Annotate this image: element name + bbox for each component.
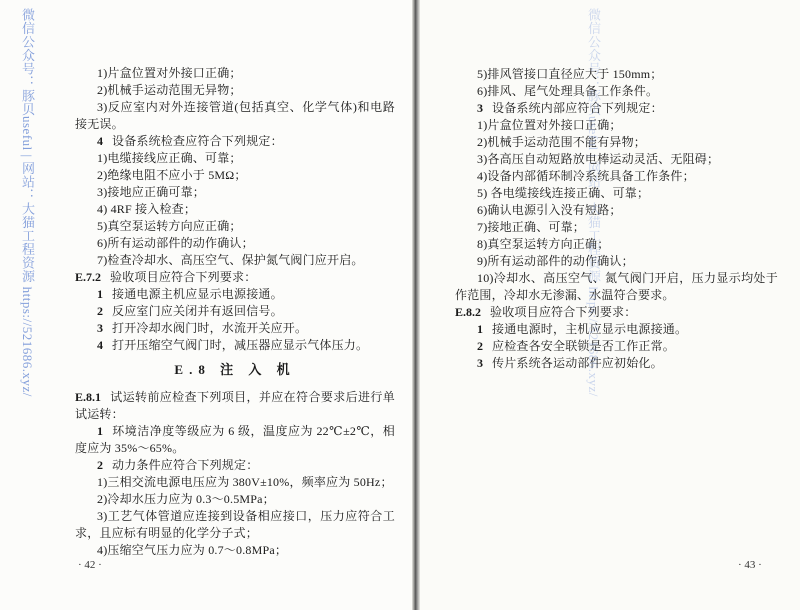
text-line	[477, 100, 663, 117]
text-line	[97, 133, 283, 150]
line-text: 5) 各电缆接线连接正确、可靠；	[477, 186, 650, 200]
line-text: 接无误。	[75, 117, 124, 131]
text-line	[477, 66, 662, 83]
line-text: 接通电源时，主机应显示电源接通。	[492, 322, 688, 336]
text-line	[97, 218, 242, 235]
line-text: 7)接地正确、可靠；	[477, 220, 585, 234]
clause-number: 3	[477, 101, 483, 115]
page-number: · 43 ·	[738, 559, 762, 571]
line-text: 2)绝缘电阻不应小于 5MΩ；	[97, 168, 247, 182]
text-line	[97, 184, 205, 201]
text-line	[75, 440, 184, 457]
text-line	[477, 270, 778, 287]
line-text: 6)所有运动部件的动作确认；	[97, 236, 254, 250]
text-line	[455, 304, 636, 321]
line-text: 动力条件应符合下列规定：	[112, 458, 259, 472]
line-text: 打开冷却水阀门时，水流开关应开。	[112, 321, 308, 335]
clause-number: 2	[97, 304, 103, 318]
line-text: 环境洁净度等级应为 6 级，温度应为 22℃±2℃，相	[112, 424, 395, 438]
book-gutter	[412, 0, 420, 610]
page-number: · 42 ·	[78, 559, 102, 571]
text-line	[75, 406, 124, 423]
line-text: 4) 4RF 接入检查；	[97, 202, 197, 216]
text-line	[97, 252, 364, 269]
clause-number: 1	[97, 424, 103, 438]
line-text: 验收项目应符合下列要求：	[490, 305, 637, 319]
text-line	[97, 150, 242, 167]
clause-number: 1	[477, 322, 483, 336]
text-line	[97, 474, 393, 491]
clause-number: 4	[97, 338, 103, 352]
line-text: 3)工艺气体管道应连接到设备相应接口，压力应符合工	[97, 509, 395, 523]
text-line	[477, 134, 646, 151]
heading-text: E.8 注 入 机	[174, 362, 296, 377]
text-line	[477, 355, 663, 372]
line-text: 5)真空泵运转方向应正确；	[97, 219, 242, 233]
text-line	[97, 286, 283, 303]
text-line	[477, 338, 675, 355]
text-line	[97, 99, 395, 116]
clause-number: 4	[97, 134, 103, 148]
clause-number: E.8.2	[455, 305, 482, 319]
line-text: 4)设备内部循环制冷系统具备工作条件；	[477, 169, 695, 183]
text-line	[477, 185, 649, 202]
line-text: 1)片盒位置对外接口正确；	[477, 118, 622, 132]
line-text: 7)检查冷却水、高压空气、保护氮气阀门应开启。	[97, 253, 364, 267]
line-text: 试运转：	[75, 407, 124, 421]
line-text: 2)冷却水压力应为 0.3～0.5MPa；	[97, 492, 275, 506]
text-line	[97, 337, 368, 354]
line-text: 1)片盒位置对外接口正确；	[97, 66, 242, 80]
line-text: 应检查各安全联锁是否工作正常。	[492, 339, 676, 353]
clause-number: 3	[477, 356, 483, 370]
text-line	[97, 303, 283, 320]
clause-number: E.7.2	[75, 270, 102, 284]
text-line	[477, 253, 634, 270]
text-line	[97, 457, 258, 474]
line-text: 设备系统检查应符合下列规定：	[112, 134, 283, 148]
line-text: 反应室门应关闭并有返回信号。	[112, 304, 283, 318]
text-line	[97, 423, 395, 440]
text-line	[477, 219, 585, 236]
text-line	[477, 83, 658, 100]
line-text: 度应为 35%～65%。	[75, 441, 185, 455]
line-text: 3)各高压自动短路放电棒运动灵活、无阻碍；	[477, 152, 720, 166]
text-line	[75, 269, 256, 286]
line-text: 4)压缩空气压力应为 0.7～0.8MPa；	[97, 543, 288, 557]
text-line	[97, 235, 254, 252]
line-text: 接通电源主机应显示电源接通。	[112, 287, 283, 301]
clause-number: 3	[97, 321, 103, 335]
clause-number: 1	[97, 287, 103, 301]
line-text: 3)接地应正确可靠；	[97, 185, 205, 199]
text-line	[97, 167, 247, 184]
line-text: 作范围，冷却水无渗漏、水温符合要求。	[455, 288, 675, 302]
right-page	[418, 0, 800, 610]
text-line	[97, 82, 242, 99]
line-text: 9)所有运动部件的动作确认；	[477, 254, 634, 268]
text-line	[97, 491, 275, 508]
watermark-left: 微信公众号：豚贝useful | 网站：大猫工程资源 https://521686.xyz/	[20, 8, 35, 397]
clause-number: E.8.1	[75, 390, 102, 404]
line-text: 求，且应标有明显的化学分子式；	[75, 526, 259, 540]
line-text: 验收项目应符合下列要求：	[110, 270, 257, 284]
line-text: 设备系统内部应符合下列规定：	[492, 101, 663, 115]
section-heading	[75, 361, 395, 378]
text-line	[97, 65, 242, 82]
text-line	[455, 287, 675, 304]
clause-number: 2	[477, 339, 483, 353]
line-text: 试运转前应检查下列项目，并应在符合要求后进行单	[110, 390, 395, 404]
line-text: 6)确认电源引入没有短路；	[477, 203, 622, 217]
line-text: 1)三相交流电源电压应为 380V±10%，频率应为 50Hz；	[97, 475, 393, 489]
line-text: 2)机械手运动范围无异物；	[97, 83, 242, 97]
line-text: 1)电缆接线应正确、可靠；	[97, 151, 242, 165]
text-line	[97, 201, 196, 218]
text-line	[75, 116, 124, 133]
text-line	[97, 542, 287, 559]
line-text: 6)排风、尾气处理具备工作条件。	[477, 84, 659, 98]
line-text: 2)机械手运动范围不能有异物；	[477, 135, 646, 149]
watermark-right: 微信公众号：豚贝useful | 网站：大猫工程资源 https://521686.xyz/	[586, 8, 601, 397]
line-text: 传片系统各运动部件应初始化。	[492, 356, 663, 370]
text-line	[97, 508, 395, 525]
text-line	[477, 321, 687, 338]
clause-number: 2	[97, 458, 103, 472]
line-text: 8)真空泵运转方向正确；	[477, 237, 610, 251]
line-text: 10)冷却水、高压空气、氮气阀门开启，压力显示均处于	[477, 271, 778, 285]
line-text: 3)反应室内对外连接管道(包括真空、化学气体)和电路	[97, 100, 395, 114]
text-line	[97, 320, 307, 337]
line-text: 5)排风管接口直径应大于 150mm；	[477, 67, 663, 81]
line-text: 打开压缩空气阀门时，减压器应显示气体压力。	[112, 338, 369, 352]
text-line	[75, 389, 395, 406]
text-line	[75, 525, 258, 542]
